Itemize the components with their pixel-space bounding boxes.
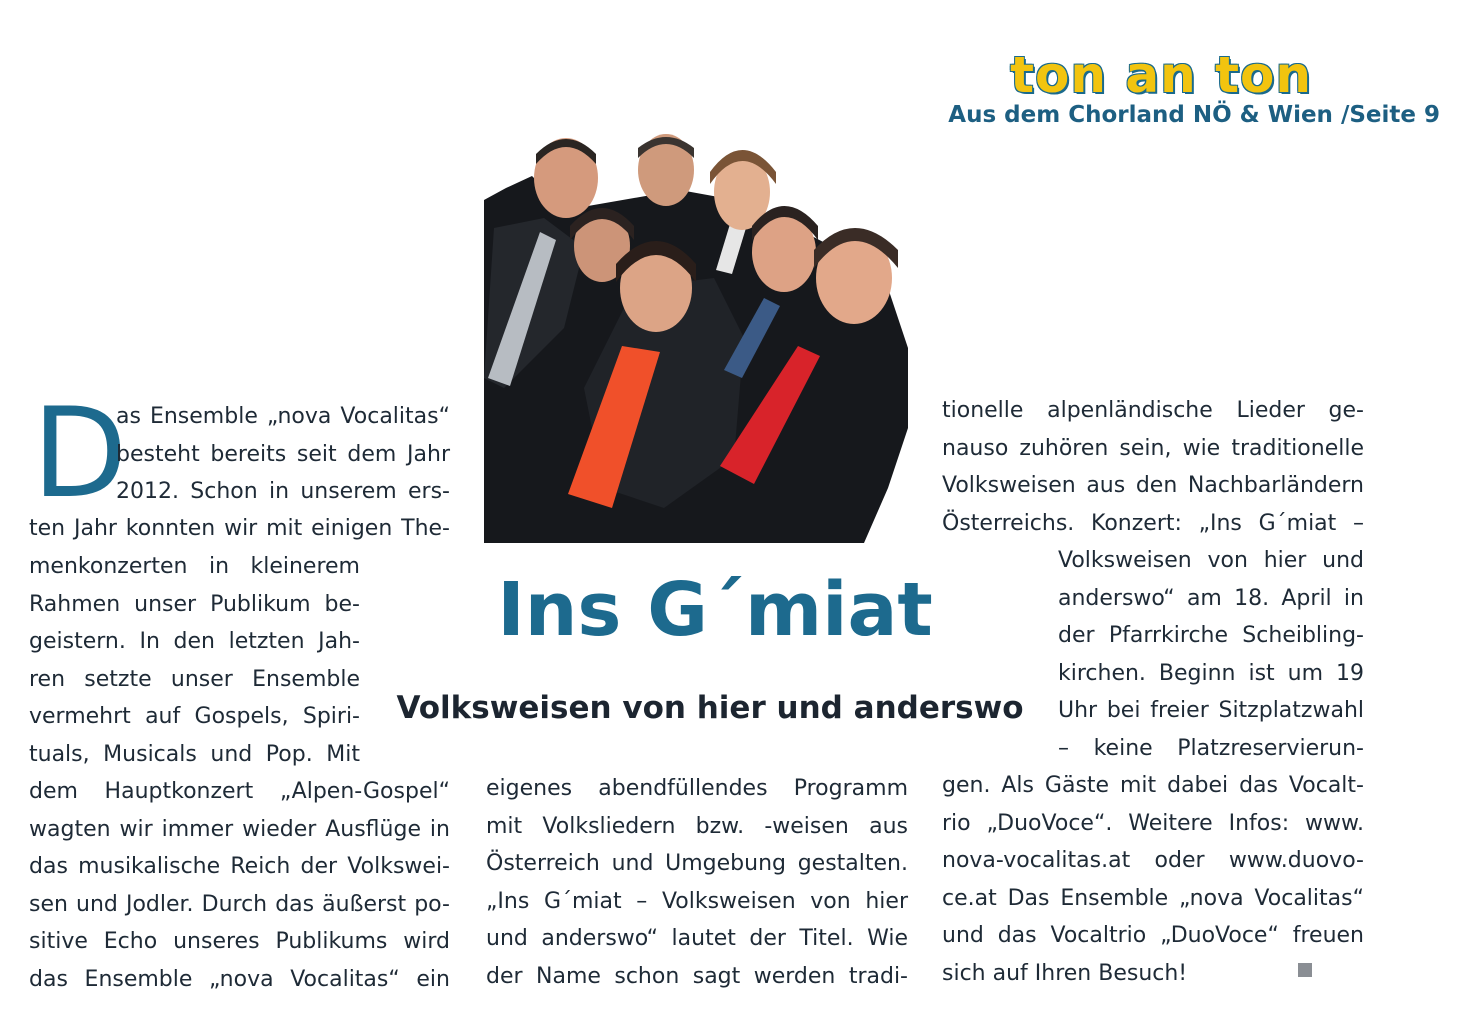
column-3-top bbox=[942, 392, 1364, 542]
column-2 bbox=[486, 770, 908, 995]
text-line: kirchen. Beginn ist um 19 bbox=[1058, 660, 1364, 686]
text-line: as Ensemble „nova Vocalitas“ bbox=[116, 404, 450, 429]
article-title: Ins G´miat bbox=[497, 567, 933, 653]
column-1-wide-a bbox=[29, 510, 450, 548]
singer-face-1 bbox=[534, 138, 598, 218]
text-line: ce.at Das Ensemble „nova Vocalitas“ bbox=[942, 885, 1364, 911]
text-line: vermehrt auf Gospels, Spiri- bbox=[29, 704, 360, 729]
column-1-wide-b bbox=[29, 773, 450, 998]
text-line: das Ensemble „nova Vocalitas“ ein bbox=[29, 966, 450, 992]
text-line: dem Hauptkonzert „Alpen-Gospel“ bbox=[29, 779, 450, 804]
text-line: sen und Jodler. Durch das äußerst po- bbox=[29, 891, 450, 917]
text-line: rio „DuoVoce“. Weitere Infos: www. bbox=[942, 810, 1364, 836]
text-line: menkonzerten in kleinerem bbox=[29, 554, 360, 579]
text-line: nauso zuhören sein, wie traditionelle bbox=[942, 435, 1364, 461]
text-line: Volksweisen aus den Nachbarländern bbox=[942, 473, 1364, 498]
text-line: tuals, Musicals und Pop. Mit bbox=[29, 741, 360, 767]
text-line: und anderswo“ lautet der Titel. Wie bbox=[486, 926, 908, 951]
text-line: – keine Platzreservierun- bbox=[1058, 735, 1364, 761]
text-line: wagten wir immer wieder Ausflüge in bbox=[29, 816, 450, 842]
text-line: der Name schon sagt werden tradi- bbox=[486, 963, 908, 989]
magazine-brand: ton an ton bbox=[1010, 46, 1312, 104]
text-line: 2012. Schon in unserem ers- bbox=[116, 479, 450, 504]
column-3-narrow bbox=[1058, 542, 1364, 767]
text-line: „Ins G´miat – Volksweisen von hier bbox=[486, 888, 908, 914]
text-line: Österreichs. Konzert: „Ins G´miat – bbox=[942, 510, 1364, 536]
text-line: Volksweisen von hier und bbox=[1058, 548, 1364, 573]
text-line: eigenes abendfüllendes Programm bbox=[486, 776, 908, 801]
text-line: sich auf Ihren Besuch! bbox=[942, 960, 1188, 986]
text-line: sitive Echo unseres Publikums wird bbox=[29, 929, 450, 954]
ensemble-photo bbox=[484, 128, 908, 543]
text-line: ren setzte unser Ensemble bbox=[29, 666, 360, 692]
text-line: gen. Als Gäste mit dabei das Vocalt- bbox=[942, 773, 1364, 798]
section-page-label: Aus dem Chorland NÖ & Wien /Seite 9 bbox=[948, 102, 1440, 128]
column-1-narrow bbox=[29, 548, 360, 773]
text-line: ten Jahr konnten wir mit einigen The- bbox=[29, 516, 450, 541]
text-line: mit Volksliedern bzw. -weisen aus bbox=[486, 813, 908, 839]
text-line: und das Vocaltrio „DuoVoce“ freuen bbox=[942, 923, 1364, 948]
text-line: nova-vocalitas.at oder www.duovo- bbox=[942, 848, 1364, 873]
singer-face-2 bbox=[638, 134, 694, 206]
text-line: tionelle alpenländische Lieder ge- bbox=[942, 398, 1364, 423]
text-line: anderswo“ am 18. April in bbox=[1058, 585, 1364, 611]
text-line: geistern. In den letzten Jah- bbox=[29, 629, 360, 654]
text-line: Uhr bei freier Sitzplatzwahl bbox=[1058, 698, 1364, 723]
column-1-intro bbox=[116, 398, 450, 511]
text-line: Rahmen unser Publikum be- bbox=[29, 591, 360, 617]
text-line: Österreich und Umgebung gestalten. bbox=[486, 851, 908, 876]
masthead bbox=[948, 46, 1440, 128]
text-line: besteht bereits seit dem Jahr bbox=[116, 441, 450, 467]
drop-cap: D bbox=[32, 382, 128, 526]
text-line: das musikalische Reich der Volkswei- bbox=[29, 854, 450, 879]
column-3-bottom bbox=[942, 767, 1364, 992]
article-end-square-icon bbox=[1298, 963, 1312, 977]
article-subtitle: Volksweisen von hier und anderswo bbox=[396, 690, 1024, 726]
text-line: der Pfarrkirche Scheibling- bbox=[1058, 623, 1364, 648]
